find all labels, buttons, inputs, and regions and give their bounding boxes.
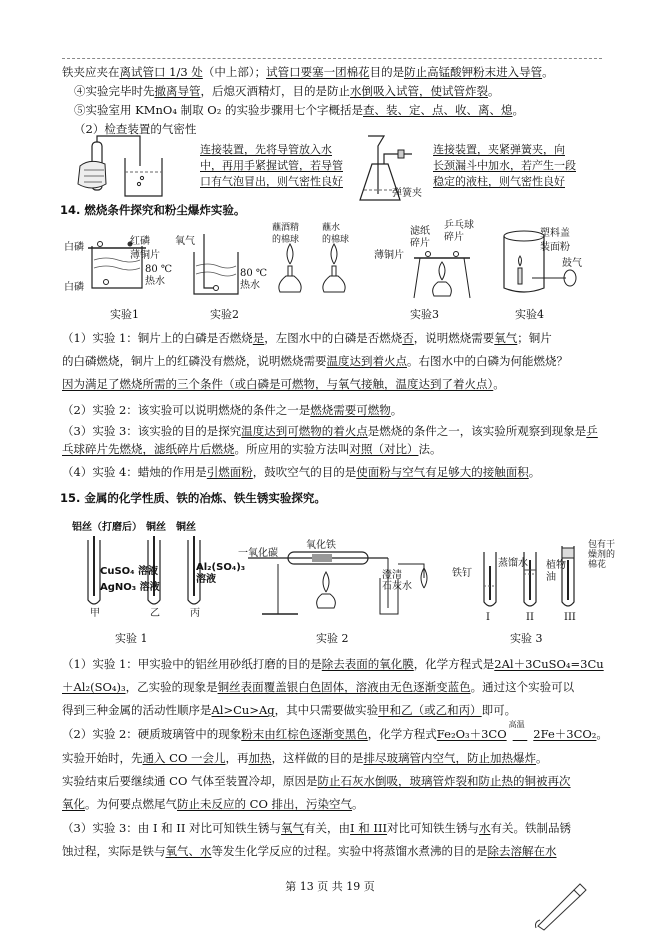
label-oxygen: 氧气 <box>175 236 195 247</box>
answer: 对照（对比） <box>349 442 419 456</box>
text: 。 <box>390 403 403 417</box>
box-line: 连接装置，先将导管放入水 <box>200 143 332 156</box>
s15-q2-line1 <box>62 720 608 742</box>
text: ，左图水中的白磷是否燃烧 <box>264 331 403 345</box>
label-desiccant: 包有干 燥剂的 棉花 <box>588 540 616 570</box>
answer: 防止石灰水倒吸，玻璃管炸裂和防止热的铜被再次 <box>317 774 571 788</box>
answer: 氧气、水 <box>165 844 212 858</box>
answer: 排尽玻璃管内空气，防止加热爆炸 <box>363 751 537 765</box>
label-al2so4: Al₂(SO₄)₃ 溶液 <box>196 562 246 585</box>
caption-exp4: 实验4 <box>515 308 544 321</box>
answer: 燃烧需要可燃物 <box>310 403 391 417</box>
answer: 甲和乙（或乙和丙） <box>378 703 482 717</box>
section-15-title: 15. 金属的化学性质、铁的冶炼、铁生锈实验探究。 <box>60 491 326 505</box>
text: ，化学方程式是 <box>413 657 495 671</box>
s14-q3-line1 <box>62 423 602 439</box>
box-line: 连接装置，夹紧弹簧夹，向 <box>433 143 565 156</box>
text: （2）实验 2：硬质玻璃管中的现象 <box>62 727 242 741</box>
answer: ＋Al₂(SO₄)₃ <box>62 680 126 694</box>
label-hot-water: 80 ℃ 热水 <box>145 264 173 287</box>
answer: 氧气 <box>494 331 518 345</box>
label-tube-2: II <box>526 612 534 623</box>
answer: Al>Cu>Ag <box>211 703 275 717</box>
text: （3）实验 3：该实验的目的是探究 <box>62 424 242 438</box>
text: 实验结束后要继续通 CO 气体至装置冷却，原因是 <box>62 774 318 788</box>
s15-q3-line2 <box>62 843 602 859</box>
answer: 否 <box>402 331 414 345</box>
label-white-phosphorus: 白磷 <box>64 242 84 253</box>
airtight-box-1 <box>200 142 343 190</box>
text: 目的是 <box>369 65 405 79</box>
label-distilled-water: 蒸馏水 <box>498 558 528 569</box>
text: 蚀过程，实际是铁与 <box>62 844 166 858</box>
answer: 查、装、定、点、收、离、熄 <box>362 103 513 117</box>
answer: 防止未反应的 CO 排出，污染空气 <box>177 797 353 811</box>
text: 法。 <box>418 442 442 456</box>
answer: 水 <box>479 821 491 835</box>
answer: 防止高锰酸钾粉末进入导管 <box>404 65 543 79</box>
answer: 除去溶解在水 <box>487 844 557 858</box>
text: 。所应用的实验方法叫 <box>234 442 350 456</box>
label-red-phosphorus: 红磷 <box>130 236 150 247</box>
text: 。 <box>493 377 505 391</box>
text: （2）实验 2：该实验可以说明燃烧的条件之一是 <box>62 403 311 417</box>
text: ，后熄灭酒精灯，目的是防止 <box>200 84 350 98</box>
label-spring-clip: 弹簧夹 <box>392 188 422 199</box>
text: 。 <box>542 65 554 79</box>
text: 对比可知铁生锈与 <box>387 821 480 835</box>
text: ，说明燃烧需要 <box>413 331 495 345</box>
label-bing: 丙 <box>190 608 200 619</box>
label-co: 一氧化碳 <box>238 548 278 559</box>
answer: 2Fe＋3CO₂ <box>533 727 597 741</box>
s14-q1-line3 <box>62 376 602 392</box>
s15-q1-line3 <box>62 702 602 718</box>
top-divider <box>62 58 602 59</box>
answer: 使面粉与空气有足够大的接触面积 <box>356 465 529 479</box>
label-copper-sheet-3: 薄铜片 <box>374 250 404 261</box>
text: ，这样做的目的是 <box>271 751 364 765</box>
answer: 撤离导管 <box>154 84 201 98</box>
box-line: 长颈漏斗中加水，若产生一段 <box>433 159 576 172</box>
s14-q1-line1 <box>62 330 602 346</box>
s14-q3-line2 <box>62 441 602 457</box>
label-cu-wire-2: 铜丝 <box>176 522 196 533</box>
text: （1）实验 1：甲实验中的铝丝用砂纸打磨的目的是 <box>62 657 322 671</box>
label-flour: 装面粉 <box>540 242 570 253</box>
figure-airtight-hand <box>70 136 180 206</box>
label-yi: 乙 <box>150 608 160 619</box>
label-nail: 铁钉 <box>452 568 472 579</box>
text: 。为何要点燃尾气 <box>85 797 177 811</box>
text: ，其中只需要做实验 <box>274 703 379 717</box>
s15-q1-line2 <box>62 679 602 695</box>
text: 。 <box>596 727 608 741</box>
caption-metal-2: 实验 2 <box>316 632 349 645</box>
label-al-wire: 铝丝（打磨后） <box>72 522 142 533</box>
text: （1）实验 1：铜片上的白磷是否燃烧 <box>62 331 253 345</box>
answer: 氧化 <box>62 797 85 811</box>
s15-q1-line1 <box>62 656 602 672</box>
figure-iron-smelting <box>248 538 448 618</box>
caption-metal-3: 实验 3 <box>510 632 543 645</box>
text: 得到三种金属的活动性顺序是 <box>62 703 212 717</box>
s15-q2-line4 <box>62 796 602 812</box>
answer: 加热 <box>248 751 272 765</box>
label-blow-air: 鼓气 <box>562 258 582 269</box>
caption-metal-1: 实验 1 <box>115 632 148 645</box>
answer: 是 <box>252 331 265 345</box>
text: （2）检查装置的气密性 <box>74 122 197 136</box>
pen-decoration-icon <box>530 880 590 930</box>
label-cuso4: CuSO₄ 溶液 <box>100 566 159 577</box>
answer: 因为满足了燃烧所需的三个条件（或白磷是可燃物，与氧气接触，温度达到了着火点） <box>62 377 494 391</box>
label-water-cotton: 蘸水 的棉球 <box>322 223 350 245</box>
airtight-box-2 <box>433 142 576 190</box>
answer: 温度达到可燃物的着火点 <box>241 424 368 438</box>
text: （3）实验 3：由 I 和 II 对比可知铁生锈与 <box>62 821 282 835</box>
answer: Fe₂O₃＋3CO <box>436 727 507 741</box>
answer: 离试管口 1/3 处 <box>119 65 203 79</box>
line-finish <box>74 83 602 99</box>
page-footer: 第 13 页 共 19 页 <box>285 880 375 893</box>
box-line: 稳定的液柱，则气密性良好 <box>433 175 565 188</box>
label-tube-1: I <box>486 612 490 623</box>
label-plastic-lid: 塑料盖 <box>540 228 570 239</box>
label-fe2o3: 氧化铁 <box>306 540 336 551</box>
text: 实验开始时，先 <box>62 751 143 765</box>
caption-exp1: 实验1 <box>110 308 139 321</box>
answer: 铜丝表面覆盖银白色固体，溶液由无色逐渐变蓝色 <box>217 680 471 694</box>
answer: 通入 CO 一会儿 <box>142 751 226 765</box>
label-white-phosphorus-bottom: 白磷 <box>64 282 84 293</box>
label-jia: 甲 <box>90 608 100 619</box>
s15-q2-line2 <box>62 750 602 766</box>
label-tube-3: III <box>564 612 576 623</box>
text: 铁夹应夹在 <box>62 65 120 79</box>
text: 。 <box>536 751 548 765</box>
s14-q1-line2 <box>62 353 602 369</box>
text: 。 <box>352 797 364 811</box>
text: 有关。铁制品锈 <box>490 821 572 835</box>
answer: 水倒吸入试管，使试管炸裂 <box>350 84 488 98</box>
text: 是燃烧的条件之一，该实验所观察到现象是 <box>367 424 587 438</box>
answer: 试管口要塞一团棉花 <box>266 65 370 79</box>
answer: 除去表面的氧化膜 <box>321 657 414 671</box>
label-cu-wire-1: 铜丝 <box>146 522 166 533</box>
s14-q4 <box>62 464 602 480</box>
text: （4）实验 4：蜡烛的作用是 <box>62 465 207 479</box>
label-copper-sheet: 薄铜片 <box>130 250 160 261</box>
text: 。通过这个实验可以 <box>470 680 575 694</box>
answer: 乓球碎片先燃烧，滤纸碎片后燃烧 <box>62 442 235 456</box>
text: ，鼓吹空气的目的是 <box>252 465 357 479</box>
label-limewater: 澄清 石灰水 <box>382 570 412 592</box>
text: ，再 <box>225 751 249 765</box>
text: 。 <box>512 103 524 117</box>
text: 即可。 <box>481 703 517 717</box>
figure-rusting <box>474 536 584 616</box>
s15-q3-line1 <box>62 820 602 836</box>
label-agno3: AgNO₃ 溶液 <box>100 582 160 593</box>
answer: 2Al＋3CuSO₄=3Cu <box>494 657 604 671</box>
caption-exp3: 实验3 <box>410 308 439 321</box>
text: 的白磷燃烧，铜片上的红磷没有燃烧，说明燃烧需要 <box>62 354 327 368</box>
label-pingpong: 乒乓球 碎片 <box>444 220 474 243</box>
answer: 粉末由红棕色逐渐变黑色 <box>241 727 368 741</box>
caption-exp2: 实验2 <box>210 308 239 321</box>
figure-exp3-cotton <box>272 240 362 300</box>
answer: 温度达到着火点 <box>326 354 407 368</box>
label-hot-water-2: 80 ℃ 热水 <box>240 268 268 291</box>
text: 。右图水中的白磷为何能燃烧？ <box>407 354 568 368</box>
condition-high-temp: 高温 <box>508 720 525 729</box>
answer: 引燃面粉 <box>206 465 253 479</box>
text: ；铜片 <box>517 331 552 345</box>
box-line: 口有气泡冒出，则气密性良好 <box>200 175 343 188</box>
line-iron-clamp <box>62 64 602 80</box>
s14-q2 <box>62 402 602 418</box>
text: （中上部）； <box>202 65 267 79</box>
text: 有关，由 <box>304 821 351 835</box>
answer: 乒 <box>586 424 598 438</box>
answer: I 和 III <box>350 821 388 835</box>
text: ，化学方程式 <box>367 727 437 741</box>
section-14-title: 14. 燃烧条件探究和粉尘爆炸实验。 <box>60 203 246 217</box>
text: ④实验完毕时先 <box>74 84 155 98</box>
text: ，乙实验的现象是 <box>125 680 218 694</box>
box-line: 中，再用手紧握试管，若导管 <box>200 159 343 172</box>
s15-q2-line3 <box>62 773 602 789</box>
answer: 氧气 <box>281 821 305 835</box>
line-steps <box>74 102 602 118</box>
line-airtight <box>74 121 602 137</box>
text: 。 <box>488 84 500 98</box>
text: 。 <box>528 465 541 479</box>
label-oil: 植物 油 <box>546 560 566 583</box>
label-alcohol-cotton: 蘸酒精 的棉球 <box>272 223 300 245</box>
text: ⑤实验室用 KMnO₄ 制取 O₂ 的实验步骤用七个字概括是 <box>74 103 363 117</box>
label-filter-paper: 滤纸 碎片 <box>410 226 430 249</box>
text: 等发生化学反应的过程。实验中将蒸馏水煮沸的目的是 <box>211 844 488 858</box>
